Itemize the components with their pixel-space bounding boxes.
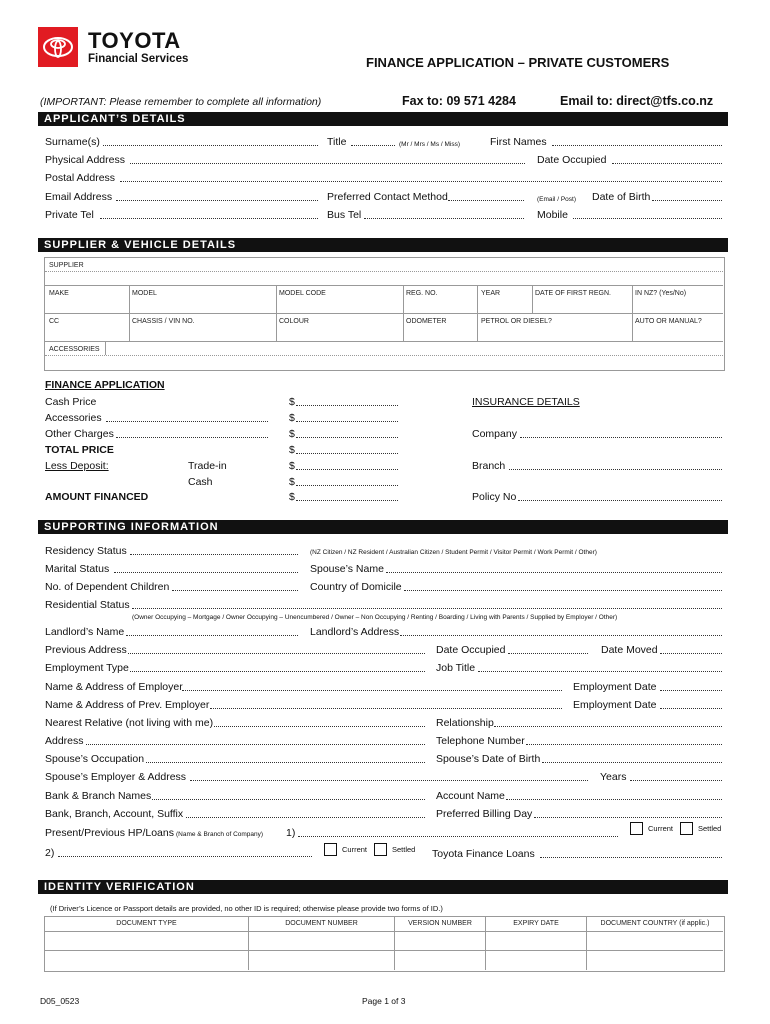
bank-branch-label: Bank & Branch Names — [45, 790, 152, 802]
title-label: Title — [327, 136, 347, 148]
accessories-amount-field[interactable] — [296, 421, 398, 422]
date-moved-label: Date Moved — [601, 644, 658, 656]
supplier-field — [45, 271, 723, 272]
bus-tel-field[interactable] — [364, 218, 524, 219]
nearest-relative-label: Nearest Relative (not living with me) — [45, 717, 214, 729]
private-tel-field[interactable] — [100, 218, 318, 219]
supporting-heading: SUPPORTING INFORMATION — [44, 521, 219, 533]
date-occupied-prev-label: Date Occupied — [436, 644, 506, 656]
employer-label: Name & Address of Employer — [45, 681, 183, 693]
supplier-section-header — [38, 238, 728, 252]
spouse-employer-field[interactable] — [190, 780, 588, 781]
surname-label: Surname(s) — [45, 136, 100, 148]
amount-financed-field[interactable] — [296, 500, 398, 501]
date-of-birth-field[interactable] — [652, 200, 722, 201]
trade-in-field[interactable] — [296, 469, 398, 470]
applicant-heading: APPLICANT’S DETAILS — [44, 113, 186, 125]
cash-label: Cash — [188, 476, 213, 488]
dependents-field[interactable] — [172, 590, 298, 591]
total-price-dollar: $ — [289, 444, 295, 456]
hp2-settled-label: Settled — [392, 845, 416, 854]
page-number: Page 1 of 3 — [362, 996, 406, 1006]
prev-employer-label: Name & Address of Prev. Employer — [45, 699, 210, 711]
employment-type-field[interactable] — [130, 671, 425, 672]
email-address-label: Email Address — [45, 191, 113, 203]
telephone-label: Telephone Number — [436, 735, 525, 747]
cash-deposit-field[interactable] — [296, 485, 398, 486]
years-label: Years — [600, 771, 627, 783]
billing-day-field[interactable] — [534, 817, 722, 818]
identity-heading: IDENTITY VERIFICATION — [44, 881, 195, 893]
marital-status-label: Marital Status — [45, 563, 110, 575]
table-row-divider — [45, 313, 723, 314]
employment-date2-label: Employment Date — [573, 699, 657, 711]
identity-section-header — [38, 880, 728, 894]
hp-loans-label: Present/Previous HP/Loans — [45, 827, 174, 839]
date-occupied-prev-field[interactable] — [508, 653, 588, 654]
contact-options: (Email / Post) — [537, 196, 577, 203]
date-moved-field[interactable] — [660, 653, 722, 654]
expiry-date-header: EXPIRY DATE — [513, 920, 559, 927]
doc-type-header: DOCUMENT TYPE — [116, 920, 177, 927]
title-options: (Mr / Mrs / Ms / Miss) — [399, 141, 461, 148]
surname-field[interactable] — [103, 145, 318, 146]
fax-number: Fax to: 09 571 4284 — [402, 94, 516, 108]
model-code-cell[interactable]: MODEL CODE — [279, 290, 326, 297]
company-field[interactable] — [520, 437, 722, 438]
physical-address-label: Physical Address — [45, 154, 125, 166]
relationship-field[interactable] — [494, 726, 722, 727]
toyota-emblem-icon — [38, 27, 78, 67]
date-occupied-label: Date Occupied — [537, 154, 607, 166]
hp-one-label: 1) — [286, 827, 296, 839]
petrol-diesel-cell[interactable]: PETROL OR DIESEL? — [481, 318, 552, 325]
email-address-field[interactable] — [116, 200, 318, 201]
hp-loan-2-field[interactable] — [58, 856, 312, 857]
insurance-heading: INSURANCE DETAILS — [472, 396, 580, 408]
hp1-current-label: Current — [648, 824, 674, 833]
odometer-cell[interactable]: ODOMETER — [406, 318, 447, 325]
table-row-divider — [45, 285, 723, 286]
trade-in-dollar: $ — [289, 460, 295, 472]
hp-loan-1-field[interactable] — [298, 836, 618, 837]
spouse-occupation-field[interactable] — [146, 762, 425, 763]
other-charges-dollar: $ — [289, 428, 295, 440]
supplier-heading: SUPPLIER & VEHICLE DETAILS — [44, 239, 237, 251]
policy-no-label: Policy No — [472, 491, 517, 503]
bus-tel-label: Bus Tel — [327, 209, 362, 221]
important-note: (IMPORTANT: Please remember to complete all information) — [40, 96, 322, 108]
hp-two-label: 2) — [45, 847, 55, 859]
residential-options: (Owner Occupying – Mortgage / Owner Occupying – Unencumbered / Owner – Non Occupying / Renting / Boarding / Living with Parents / Supplied by Employer / Other) — [132, 614, 618, 621]
applicant-section-header — [38, 112, 728, 126]
hp1-current-checkbox[interactable] — [630, 822, 643, 835]
table-row-divider — [45, 341, 723, 342]
previous-address-field[interactable] — [128, 653, 425, 654]
cash-price-field[interactable] — [296, 405, 398, 406]
page-title: FINANCE APPLICATION – PRIVATE CUSTOMERS — [366, 55, 670, 70]
doc-country-header: DOCUMENT COUNTRY (if applic.) — [600, 920, 710, 927]
supporting-section-header — [38, 520, 728, 534]
finance-heading: FINANCE APPLICATION — [45, 379, 165, 391]
hp2-current-checkbox[interactable] — [324, 843, 337, 856]
year-cell[interactable]: YEAR — [481, 290, 501, 297]
vehicle-details-table — [44, 257, 725, 371]
chassis-vin-cell[interactable]: CHASSIS / VIN NO. — [132, 318, 195, 325]
residential-status-label: Residential Status — [45, 599, 130, 611]
country-domicile-label: Country of Domicile — [310, 581, 402, 593]
mobile-field[interactable] — [573, 218, 722, 219]
toyota-loans-label: Toyota Finance Loans — [432, 848, 535, 860]
hp2-settled-checkbox[interactable] — [374, 843, 387, 856]
cc-cell[interactable]: CC — [49, 318, 60, 325]
toyota-logo — [38, 27, 78, 67]
employment-date2-field[interactable] — [660, 708, 722, 709]
table-row-divider — [45, 950, 723, 951]
dependents-label: No. of Dependent Children — [45, 581, 170, 593]
total-price-label: TOTAL PRICE — [45, 444, 114, 456]
preferred-contact-field[interactable] — [448, 200, 524, 201]
hp-loans-note: (Name & Branch of Company) — [176, 831, 264, 838]
auto-manual-cell[interactable]: AUTO OR MANUAL? — [635, 318, 702, 325]
landlord-address-field[interactable] — [400, 635, 722, 636]
identity-note: (If Driver’s Licence or Passport details are provided, no other ID is required; otherwise please provide two forms of ID.) — [50, 904, 443, 913]
date-of-birth-label: Date of Birth — [592, 191, 651, 203]
years-field[interactable] — [630, 780, 722, 781]
job-title-label: Job Title — [436, 662, 476, 674]
landlord-address-label: Landlord’s Address — [310, 626, 400, 638]
bank-branch-field[interactable] — [152, 799, 425, 800]
accessories-label: Accessories — [45, 412, 102, 424]
cash-price-dollar: $ — [289, 396, 295, 408]
amount-financed-dollar: $ — [289, 491, 295, 503]
supplier-cell-label: SUPPLIER — [49, 262, 84, 269]
spouse-dob-field[interactable] — [542, 762, 722, 763]
accessories-field — [45, 355, 723, 356]
employment-type-label: Employment Type — [45, 662, 129, 674]
account-name-label: Account Name — [436, 790, 505, 802]
spouse-employer-label: Spouse’s Employer & Address — [45, 771, 187, 783]
brand-name: TOYOTA — [88, 28, 181, 53]
employment-date-label: Employment Date — [573, 681, 657, 693]
hp2-current-label: Current — [342, 845, 368, 854]
preferred-contact-label: Preferred Contact Method — [327, 191, 448, 203]
less-deposit-label: Less Deposit: — [45, 460, 109, 472]
physical-address-field[interactable] — [130, 163, 525, 164]
trade-in-label: Trade-in — [188, 460, 227, 472]
version-number-header: VERSION NUMBER — [408, 920, 472, 927]
branch-field[interactable] — [509, 469, 722, 470]
table-col-divider — [105, 341, 106, 355]
doc-number-header: DOCUMENT NUMBER — [285, 920, 358, 927]
first-names-label: First Names — [490, 136, 547, 148]
relative-address-label: Address — [45, 735, 84, 747]
residency-status-label: Residency Status — [45, 545, 127, 557]
model-cell[interactable]: MODEL — [132, 290, 157, 297]
marital-status-field[interactable] — [114, 572, 298, 573]
residential-status-field[interactable] — [132, 608, 722, 609]
accessories-cell[interactable]: ACCESSORIES — [49, 346, 100, 353]
cash-price-label: Cash Price — [45, 396, 97, 408]
in-nz-cell[interactable]: IN NZ? (Yes/No) — [635, 290, 687, 297]
company-label: Company — [472, 428, 517, 440]
billing-day-label: Preferred Billing Day — [436, 808, 533, 820]
colour-cell[interactable]: COLOUR — [279, 318, 309, 325]
spouse-name-field[interactable] — [386, 572, 722, 573]
landlord-name-label: Landlord’s Name — [45, 626, 125, 638]
policy-no-field[interactable] — [518, 500, 722, 501]
form-code: D05_0523 — [40, 996, 80, 1006]
total-price-field[interactable] — [296, 453, 398, 454]
spouse-occupation-label: Spouse’s Occupation — [45, 753, 145, 765]
relationship-label: Relationship — [436, 717, 494, 729]
mobile-label: Mobile — [537, 209, 568, 221]
landlord-name-field[interactable] — [126, 635, 298, 636]
branch-label: Branch — [472, 460, 506, 472]
telephone-field[interactable] — [526, 744, 722, 745]
table-col-divider — [532, 285, 533, 313]
residency-options: (NZ Citizen / NZ Resident / Australian Citizen / Student Permit / Visitor Permit / Work Permit / Other) — [310, 549, 597, 556]
employer-field[interactable] — [182, 690, 562, 691]
postal-address-field[interactable] — [120, 181, 722, 182]
spouse-name-label: Spouse’s Name — [310, 563, 384, 575]
prev-employer-field[interactable] — [210, 708, 562, 709]
make-cell[interactable]: MAKE — [49, 290, 69, 297]
hp1-settled-checkbox[interactable] — [680, 822, 693, 835]
amount-financed-label: AMOUNT FINANCED — [45, 491, 149, 503]
residency-status-field[interactable] — [130, 554, 298, 555]
cash-deposit-dollar: $ — [289, 476, 295, 488]
postal-address-label: Postal Address — [45, 172, 116, 184]
table-row-divider — [45, 931, 723, 932]
email-address: Email to: direct@tfs.co.nz — [560, 94, 714, 108]
previous-address-label: Previous Address — [45, 644, 127, 656]
first-names-field[interactable] — [552, 145, 722, 146]
brand-subtitle: Financial Services — [88, 53, 189, 65]
private-tel-label: Private Tel — [45, 209, 94, 221]
reg-no-cell[interactable]: REG. NO. — [406, 290, 438, 297]
accessories-dollar: $ — [289, 412, 295, 424]
relative-address-field[interactable] — [86, 744, 425, 745]
spouse-dob-label: Spouse’s Date of Birth — [436, 753, 541, 765]
accessories-desc-field[interactable] — [106, 421, 268, 422]
country-domicile-field[interactable] — [404, 590, 722, 591]
title-field[interactable] — [351, 145, 395, 146]
account-name-field[interactable] — [506, 799, 722, 800]
nearest-relative-field[interactable] — [214, 726, 425, 727]
toyota-loans-field[interactable] — [540, 857, 722, 858]
job-title-field[interactable] — [478, 671, 722, 672]
bank-account-label: Bank, Branch, Account, Suffix — [45, 808, 184, 820]
bank-account-field[interactable] — [186, 817, 425, 818]
date-occupied-field[interactable] — [612, 163, 722, 164]
other-charges-desc-field[interactable] — [116, 437, 268, 438]
employment-date-field[interactable] — [660, 690, 722, 691]
other-charges-label: Other Charges — [45, 428, 114, 440]
other-charges-amount-field[interactable] — [296, 437, 398, 438]
hp1-settled-label: Settled — [698, 824, 722, 833]
date-first-regn-cell[interactable]: DATE OF FIRST REGN. — [535, 290, 611, 297]
